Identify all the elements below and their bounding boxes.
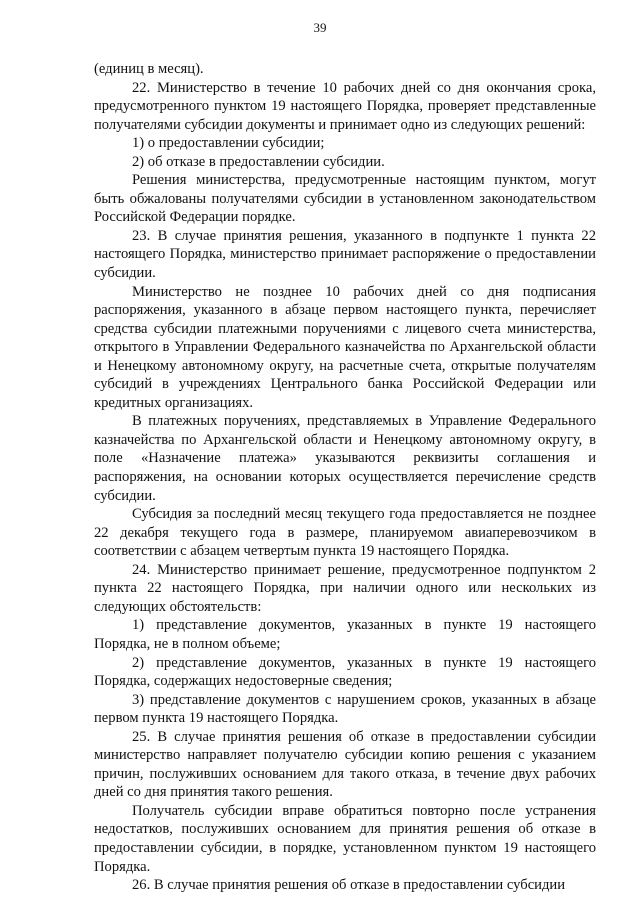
list-item-false-information: 2) представление документов, указанных в пункте 19 настоящего Порядка, содержащих недостоверные сведения;: [94, 654, 596, 690]
document-body: [94, 60, 596, 895]
page-number: 39: [313, 20, 327, 35]
paragraph-clause-25: 25. В случае принятия решения об отказе в предоставлении субсидии министерство направляет получателю субсидии копию решения с указанием причин, послуживших основанием для такого отказа, в течение двух рабочих дней со дня принятия такого решения.: [94, 728, 596, 801]
paragraph-clause-26: 26. В случае принятия решения об отказе в предоставлении субсидии: [132, 877, 566, 894]
paragraph-resubmission: Получатель субсидии вправе обратиться повторно после устранения недостатков, послуживших основанием для принятия решения об отказе в предоставлении субсидии, в порядке, установленном пунктом 19 настоящего Порядка.: [94, 802, 596, 875]
paragraph-clause-22: 22. Министерство в течение 10 рабочих дней со дня окончания срока, предусмотренного пунктом 19 настоящего Порядка, проверяет представленные получателями субсидии документы и принимает одно из следующих решений:: [94, 79, 596, 133]
paragraph-last-month: Субсидия за последний месяц текущего года предоставляется не позднее 22 декабря текущего года в размере, планируемом авиаперевозчиком в соответствии с абзацем четвертым пункта 19 настоящего Порядка.: [94, 506, 596, 560]
list-item-late-submission: 3) представление документов с нарушением сроков, указанных в абзаце первом пункта 19 настоящего Порядка.: [94, 691, 596, 727]
paragraph-transfer: Министерство не позднее 10 рабочих дней со дня подписания распоряжения, указанного в абзаце первом настоящего пункта, перечисляет средства субсидии платежными поручениями с лицевого счета министерства, открытого в Управлении Федерального казначейства по Архангельской области и Ненецкому автономному округу, на расчетные счета, открытые получателям субсидий в учреждениях Центрального банка Российской Федерации или кредитных организациях.: [94, 283, 596, 411]
paragraph-appeal: Решения министерства, предусмотренные настоящим пунктом, могут быть обжалованы получателями субсидии в установленном законодательством Российской Федерации порядке.: [94, 172, 596, 226]
list-item-decision-refuse: 2) об отказе в предоставлении субсидии.: [132, 153, 385, 170]
paragraph-payment-orders: В платежных поручениях, представляемых в Управление Федерального казначейства по Архангельской области и Ненецкому автономному округу, в поле «Назначение платежа» указываются реквизиты соглашения и распоряжения, на основании которых осуществляется перечисление средств субсидии.: [94, 413, 596, 504]
list-item-incomplete-documents: 1) представление документов, указанных в пункте 19 настоящего Порядка, не в полном объеме;: [94, 617, 596, 652]
paragraph-clause-23: 23. В случае принятия решения, указанного в подпункте 1 пункта 22 настоящего Порядка, министерство принимает распоряжение о предоставлении субсидии.: [94, 227, 596, 282]
paragraph-clause-24: 24. Министерство принимает решение, предусмотренное подпунктом 2 пункта 22 настоящего Порядка, при наличии одного или нескольких из следующих обстоятельств:: [94, 561, 596, 615]
paragraph-continuation: (единиц в месяц).: [94, 61, 204, 77]
list-item-decision-grant: 1) о предоставлении субсидии;: [132, 135, 325, 152]
